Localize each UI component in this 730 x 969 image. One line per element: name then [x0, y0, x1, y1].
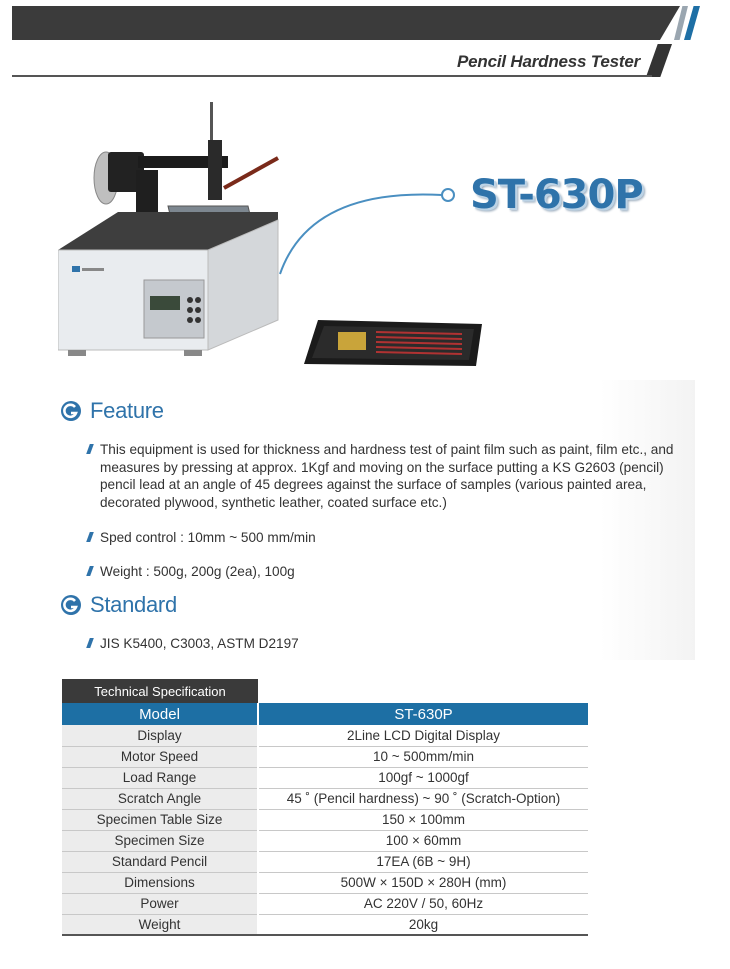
- feature-heading-label: Feature: [90, 398, 164, 423]
- spec-value: 45 ˚ (Pencil hardness) ~ 90 ˚ (Scratch-Option): [258, 788, 588, 809]
- standard-heading: [60, 592, 177, 618]
- spec-key: Specimen Size: [62, 830, 258, 851]
- spec-key: Standard Pencil: [62, 851, 258, 872]
- spec-table: [62, 703, 588, 936]
- header-bar: [12, 6, 692, 40]
- feature-item-text: Sped control : 10mm ~ 500 mm/min: [100, 530, 316, 545]
- standard-item-text: JIS K5400, C3003, ASTM D2197: [100, 636, 299, 651]
- spec-key: Specimen Table Size: [62, 809, 258, 830]
- table-row: [62, 746, 588, 767]
- table-row: [62, 830, 588, 851]
- spec-value: 17EA (6B ~ 9H): [258, 851, 588, 872]
- spec-caption: Technical Specification: [62, 679, 258, 703]
- spec-key: Power: [62, 893, 258, 914]
- spec-key: Motor Speed: [62, 746, 258, 767]
- table-row: [62, 851, 588, 872]
- spec-table-block: [62, 679, 588, 936]
- spec-header-row: [62, 703, 588, 725]
- tester-machine-image: [58, 100, 280, 372]
- page-title: Pencil Hardness Tester: [457, 52, 640, 71]
- spec-header-value: ST-630P: [258, 703, 588, 725]
- spec-value: 10 ~ 500mm/min: [258, 746, 588, 767]
- standard-heading-label: Standard: [90, 592, 177, 617]
- spec-value: 150 × 100mm: [258, 809, 588, 830]
- feature-item-text: Weight : 500g, 200g (2ea), 100g: [100, 564, 295, 579]
- feature-heading: [60, 398, 164, 424]
- spec-header-key: Model: [62, 703, 258, 725]
- section-g-icon: [60, 594, 82, 616]
- spec-value: 2Line LCD Digital Display: [258, 725, 588, 746]
- table-row: [62, 893, 588, 914]
- feature-item-2: [88, 529, 688, 547]
- table-row: [62, 872, 588, 893]
- table-row: [62, 914, 588, 935]
- spec-key: Scratch Angle: [62, 788, 258, 809]
- feature-item-1: [88, 441, 688, 511]
- spec-value: 20kg: [258, 914, 588, 935]
- spec-value: 500W × 150D × 280H (mm): [258, 872, 588, 893]
- table-row: [62, 767, 588, 788]
- pencil-set-image: [304, 320, 482, 370]
- spec-key: Dimensions: [62, 872, 258, 893]
- spec-value: 100 × 60mm: [258, 830, 588, 851]
- spec-key: Load Range: [62, 767, 258, 788]
- table-row: [62, 725, 588, 746]
- feature-item-text: This equipment is used for thickness and hardness test of paint film such as paint, film etc., and measures by pressing at approx. 1Kgf and moving on the surface putting a KS G2603 (pencil) pencil lead at an angle of 45 degrees against the surface of samples (various painted area, decorated plywood, synthetic leather, coated surface etc.): [100, 442, 674, 510]
- callout-dot: [441, 188, 455, 202]
- callout-line: [270, 178, 450, 278]
- title-slash-mark: [646, 44, 672, 77]
- title-row: [12, 44, 672, 77]
- section-g-icon: [60, 400, 82, 422]
- header-dark-band: [12, 6, 680, 40]
- model-name: ST-630P: [470, 172, 643, 218]
- spec-value: 100gf ~ 1000gf: [258, 767, 588, 788]
- spec-key: Display: [62, 725, 258, 746]
- standard-item-1: [88, 635, 688, 653]
- spec-value: AC 220V / 50, 60Hz: [258, 893, 588, 914]
- right-shade: [600, 380, 695, 660]
- title-underline: [12, 75, 652, 77]
- spec-key: Weight: [62, 914, 258, 935]
- table-row: [62, 809, 588, 830]
- table-row: [62, 788, 588, 809]
- feature-item-3: [88, 563, 688, 581]
